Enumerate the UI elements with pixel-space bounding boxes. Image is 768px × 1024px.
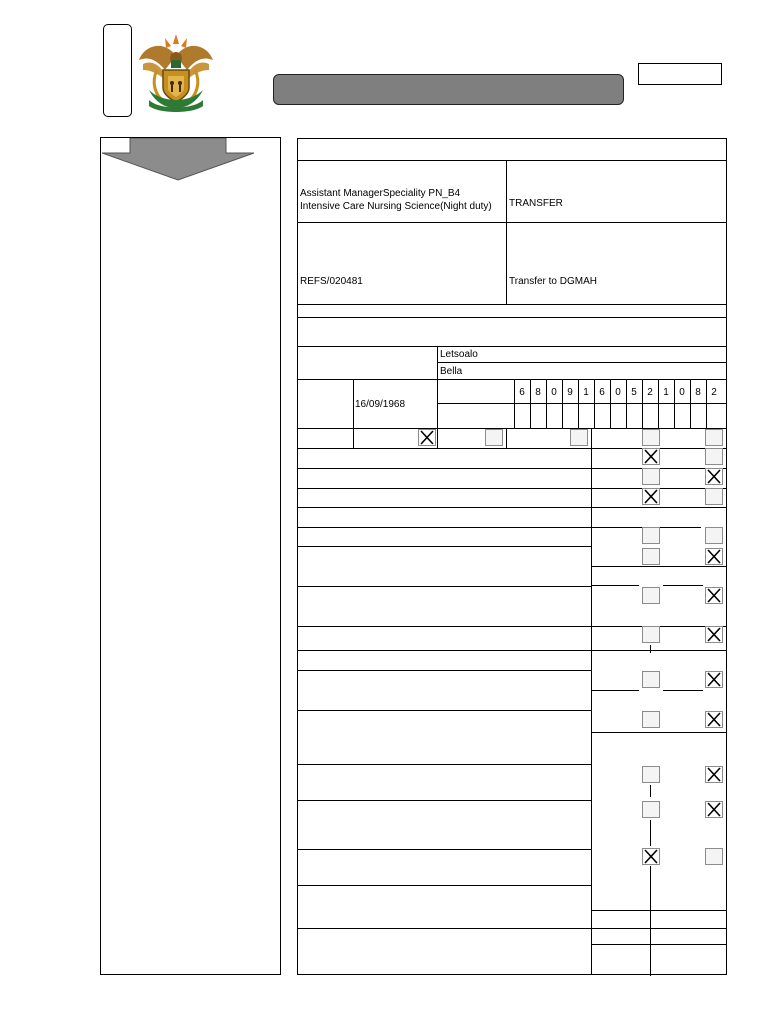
no-checkbox[interactable] <box>705 801 723 818</box>
yes-checkbox[interactable] <box>642 711 660 728</box>
transaction-type: TRANSFER <box>509 198 563 209</box>
no-checkbox[interactable] <box>705 626 723 643</box>
id-digit: 5 <box>631 387 637 398</box>
reference-number: REFS/020481 <box>300 276 363 287</box>
id-digit: 2 <box>711 387 717 398</box>
no-checkbox[interactable] <box>705 711 723 728</box>
down-arrow-icon <box>102 138 256 182</box>
yes-checkbox[interactable] <box>642 671 660 688</box>
yes-checkbox[interactable] <box>642 766 660 783</box>
id-digit: 1 <box>583 387 589 398</box>
left-panel <box>100 137 281 975</box>
surname-value: Letsoalo <box>440 349 478 360</box>
yes-checkbox[interactable] <box>642 587 660 604</box>
date-of-birth-value: 16/09/1968 <box>355 399 406 410</box>
no-checkbox[interactable] <box>705 527 723 544</box>
id-digit: 0 <box>679 387 685 398</box>
post-title: Assistant ManagerSpeciality PN_B4 Intensive Care Nursing Science(Night duty) <box>300 188 492 212</box>
id-digit: 2 <box>647 387 653 398</box>
gender-checkbox-female[interactable] <box>485 429 503 446</box>
id-digit: 0 <box>615 387 621 398</box>
no-checkbox[interactable] <box>705 587 723 604</box>
yes-checkbox[interactable] <box>642 468 660 485</box>
id-digit: 0 <box>551 387 557 398</box>
id-digit: 9 <box>567 387 573 398</box>
yes-checkbox[interactable] <box>642 548 660 565</box>
id-digit: 1 <box>663 387 669 398</box>
no-checkbox[interactable] <box>705 468 723 485</box>
reference-box <box>638 63 722 85</box>
left-vertical-tab <box>103 24 132 117</box>
id-digit: 6 <box>519 387 525 398</box>
yes-checkbox[interactable] <box>642 488 660 505</box>
id-digit: 8 <box>535 387 541 398</box>
gender-checkbox-other[interactable] <box>570 429 588 446</box>
yes-checkbox[interactable] <box>642 448 660 465</box>
yes-checkbox[interactable] <box>642 527 660 544</box>
no-checkbox[interactable] <box>705 848 723 865</box>
id-digit: 8 <box>695 387 701 398</box>
no-checkbox[interactable] <box>705 671 723 688</box>
id-digit: 6 <box>599 387 605 398</box>
gender-checkbox-male[interactable] <box>418 429 436 446</box>
no-checkbox[interactable] <box>705 766 723 783</box>
transfer-reason: Transfer to DGMAH <box>509 276 597 287</box>
no-checkbox[interactable] <box>705 488 723 505</box>
no-checkbox[interactable] <box>705 548 723 565</box>
yes-checkbox[interactable] <box>642 801 660 818</box>
yes-checkbox[interactable] <box>642 848 660 865</box>
yes-checkbox[interactable] <box>642 429 660 446</box>
yes-checkbox[interactable] <box>642 626 660 643</box>
no-checkbox[interactable] <box>705 448 723 465</box>
first-name-value: Bella <box>440 366 463 377</box>
no-checkbox[interactable] <box>705 429 723 446</box>
coat-of-arms-logo <box>135 30 217 112</box>
title-bar <box>273 74 624 105</box>
